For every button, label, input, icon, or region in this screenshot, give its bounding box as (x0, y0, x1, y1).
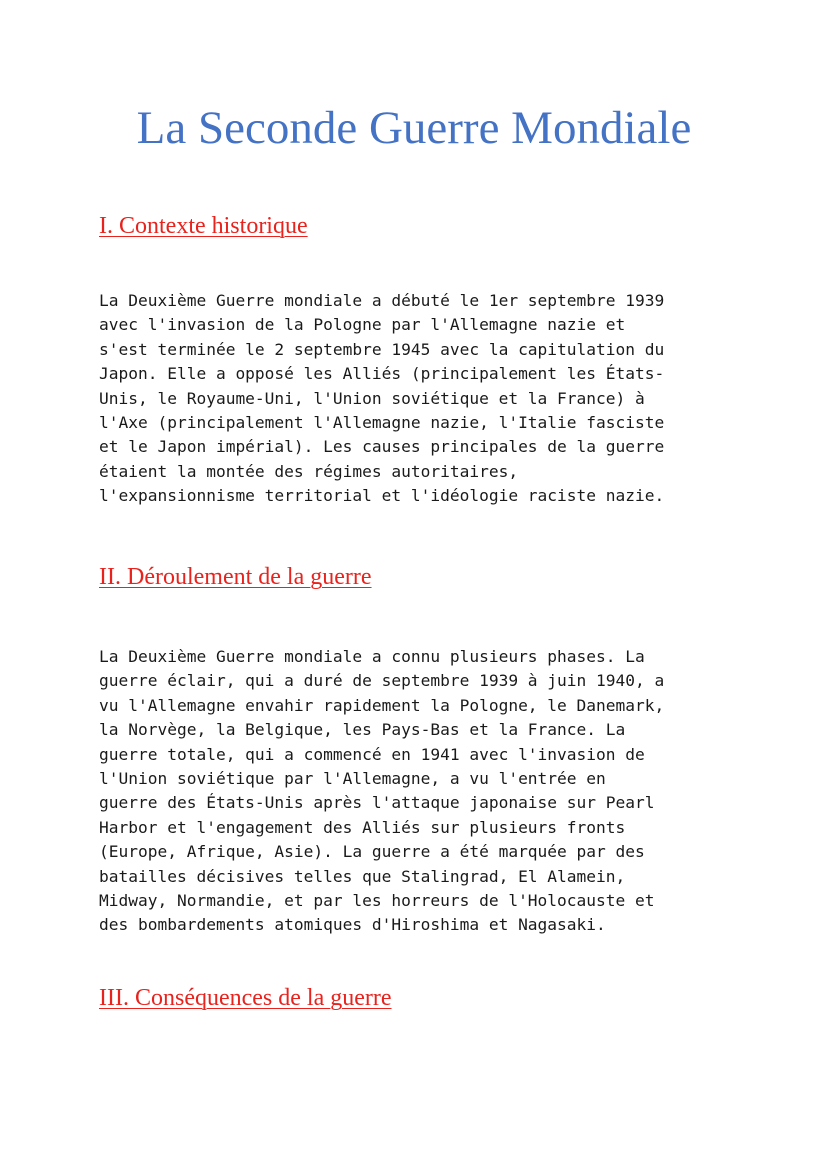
paragraph-line: guerre des États-Unis après l'attaque japonaise sur Pearl (99, 793, 655, 813)
section-paragraph-progress (99, 645, 729, 938)
section-heading-progress: II. Déroulement de la guerre (99, 564, 372, 590)
paragraph-line: guerre éclair, qui a duré de septembre 1939 à juin 1940, a (99, 671, 665, 691)
paragraph-line: l'Axe (principalement l'Allemagne nazie, l'Italie fasciste (99, 413, 665, 433)
paragraph-line: Harbor et l'engagement des Alliés sur plusieurs fronts (99, 817, 626, 837)
paragraph-line: La Deuxième Guerre mondiale a débuté le 1er septembre 1939 (99, 291, 665, 310)
paragraph-line: l'expansionnisme territorial et l'idéologie raciste nazie. (99, 486, 665, 506)
section-heading-consequences: III. Conséquences de la guerre (99, 985, 392, 1011)
paragraph-line: vu l'Allemagne envahir rapidement la Pologne, le Danemark, (99, 695, 665, 715)
paragraph-line: s'est terminée le 2 septembre 1945 avec la capitulation du (99, 339, 665, 359)
page-title: La Seconde Guerre Mondiale (136, 102, 692, 154)
paragraph-line: la Norvège, la Belgique, les Pays-Bas et la France. La (99, 720, 626, 740)
paragraph-line: et le Japon impérial). Les causes principales de la guerre (99, 437, 665, 457)
paragraph-line: Midway, Normandie, et par les horreurs de l'Holocauste et (99, 891, 655, 911)
paragraph-line: Unis, le Royaume-Uni, l'Union soviétique et la France) à (99, 388, 645, 408)
paragraph-line: l'Union soviétique par l'Allemagne, a vu l'entrée en (99, 769, 606, 789)
paragraph-line: étaient la montée des régimes autoritaires, (99, 461, 519, 481)
paragraph-line: guerre totale, qui a commencé en 1941 avec l'invasion de (99, 744, 645, 764)
paragraph-line: Japon. Elle a opposé les Alliés (principalement les États- (99, 364, 665, 384)
paragraph-line: La Deuxième Guerre mondiale a connu plusieurs phases. La (99, 647, 645, 666)
section-heading-context: I. Contexte historique (99, 213, 308, 239)
paragraph-line: (Europe, Afrique, Asie). La guerre a été marquée par des (99, 842, 645, 862)
section-paragraph-context (99, 289, 729, 509)
paragraph-line: batailles décisives telles que Stalingrad, El Alamein, (99, 866, 626, 886)
paragraph-line: des bombardements atomiques d'Hiroshima et Nagasaki. (99, 915, 606, 935)
paragraph-line: avec l'invasion de la Pologne par l'Allemagne nazie et (99, 315, 626, 335)
